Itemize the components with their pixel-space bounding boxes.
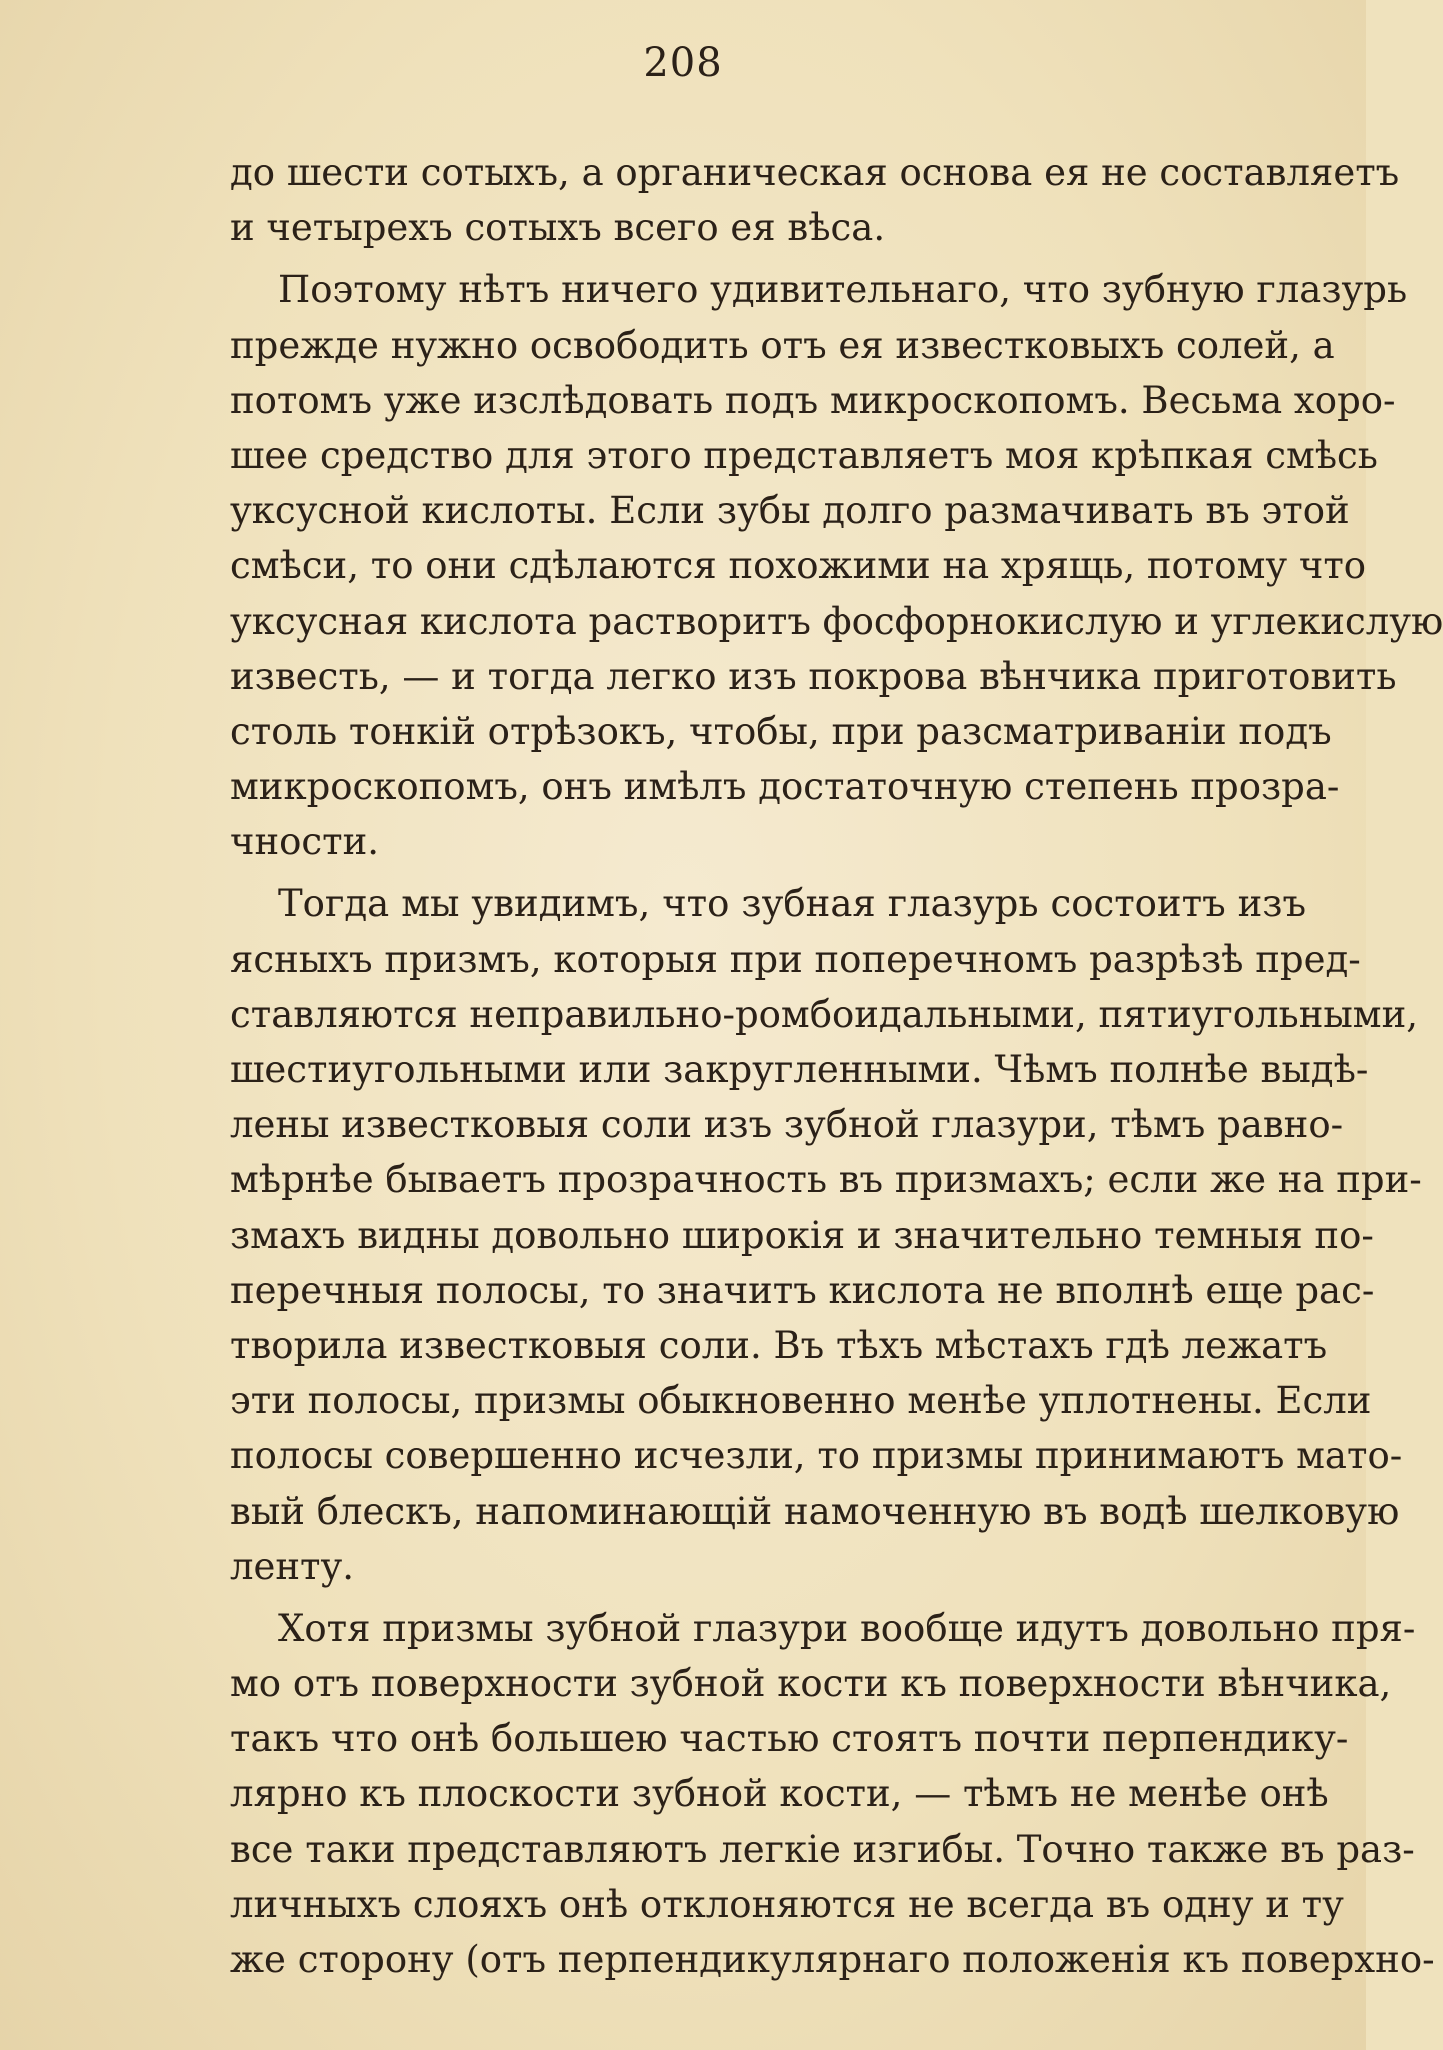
page-number: 208 xyxy=(643,40,723,86)
paragraph xyxy=(230,1601,1435,1987)
text-line: микроскопомъ, онъ имѣлъ достаточную степень прозра- xyxy=(230,765,1340,809)
text-line: змахъ видны довольно широкія и значительно темныя по- xyxy=(230,1213,1374,1257)
paragraph xyxy=(230,262,1443,869)
text-line: шее средство для этого представляетъ моя крѣпкая смѣсь xyxy=(230,433,1378,477)
text-line: прежде нужно освободить отъ ея известковыхъ солей, а xyxy=(230,323,1335,367)
text-line: потомъ уже изслѣдовать подъ микроскопомъ. Весьма хоро- xyxy=(230,378,1396,422)
text-line: все таки представляютъ легкіе изгибы. Точно также въ раз- xyxy=(230,1827,1415,1871)
text-line: Хотя призмы зубной глазури вообще идутъ довольно пря- xyxy=(278,1606,1416,1650)
text-line: уксусная кислота растворитъ фосфорнокислую и углекислую xyxy=(230,599,1443,643)
text-line: до шести сотыхъ, а органическая основа ея не составляетъ xyxy=(230,151,1400,194)
text-line: же сторону (отъ перпендикулярнаго положенія къ поверхно- xyxy=(230,1938,1435,1981)
text-line: мо отъ поверхности зубной кости къ поверхности вѣнчика, xyxy=(230,1662,1392,1706)
text-line: личныхъ слояхъ онѣ отклоняются не всегда въ одну и ту xyxy=(230,1882,1344,1926)
text-line: столь тонкій отрѣзокъ, чтобы, при разсматриваніи подъ xyxy=(230,709,1332,753)
text-line: чности. xyxy=(230,820,380,864)
text-line: и четырехъ сотыхъ всего ея вѣса. xyxy=(230,206,886,250)
text-line: ясныхъ призмъ, которыя при поперечномъ разрѣзѣ пред- xyxy=(230,937,1361,981)
text-line: известь, — и тогда легко изъ покрова вѣнчика приготовить xyxy=(230,654,1397,698)
text-line: смѣси, то они сдѣлаются похожими на хрящь, потому что xyxy=(230,544,1367,588)
body-text xyxy=(230,145,1443,1987)
text-line: уксусной кислоты. Если зубы долго размачивать въ этой xyxy=(230,489,1350,533)
paragraph xyxy=(230,876,1422,1593)
text-line: вый блескъ, напоминающій намоченную въ водѣ шелковую xyxy=(230,1489,1400,1533)
text-line: лярно къ плоскости зубной кости, — тѣмъ не менѣе онѣ xyxy=(230,1772,1329,1816)
text-line: мѣрнѣе бываетъ прозрачность въ призмахъ; если же на при- xyxy=(230,1158,1422,1202)
text-line: Тогда мы увидимъ, что зубная глазурь состоитъ изъ xyxy=(278,882,1306,926)
text-line: шестиугольными или закругленными. Чѣмъ полнѣе выдѣ- xyxy=(230,1048,1369,1091)
text-line: перечныя полосы, то значитъ кислота не вполнѣ еще рас- xyxy=(230,1268,1375,1312)
text-line: творила известковыя соли. Въ тѣхъ мѣстахъ гдѣ лежатъ xyxy=(230,1323,1328,1367)
paragraph xyxy=(230,145,1400,255)
text-line: ленту. xyxy=(230,1544,355,1588)
text-line: такъ что онѣ большею частью стоятъ почти перпендику- xyxy=(230,1717,1349,1761)
text-line: лены известковыя соли изъ зубной глазури, тѣмъ равно- xyxy=(230,1103,1344,1147)
text-line: ставляются неправильно-ромбоидальными, пятиугольными, xyxy=(230,992,1419,1036)
text-line: полосы совершенно исчезли, то призмы принимаютъ мато- xyxy=(230,1434,1403,1478)
text-line: Поэтому нѣтъ ничего удивительнаго, что зубную глазурь xyxy=(278,268,1408,312)
text-line: эти полосы, призмы обыкновенно менѣе уплотнены. Если xyxy=(230,1379,1372,1423)
